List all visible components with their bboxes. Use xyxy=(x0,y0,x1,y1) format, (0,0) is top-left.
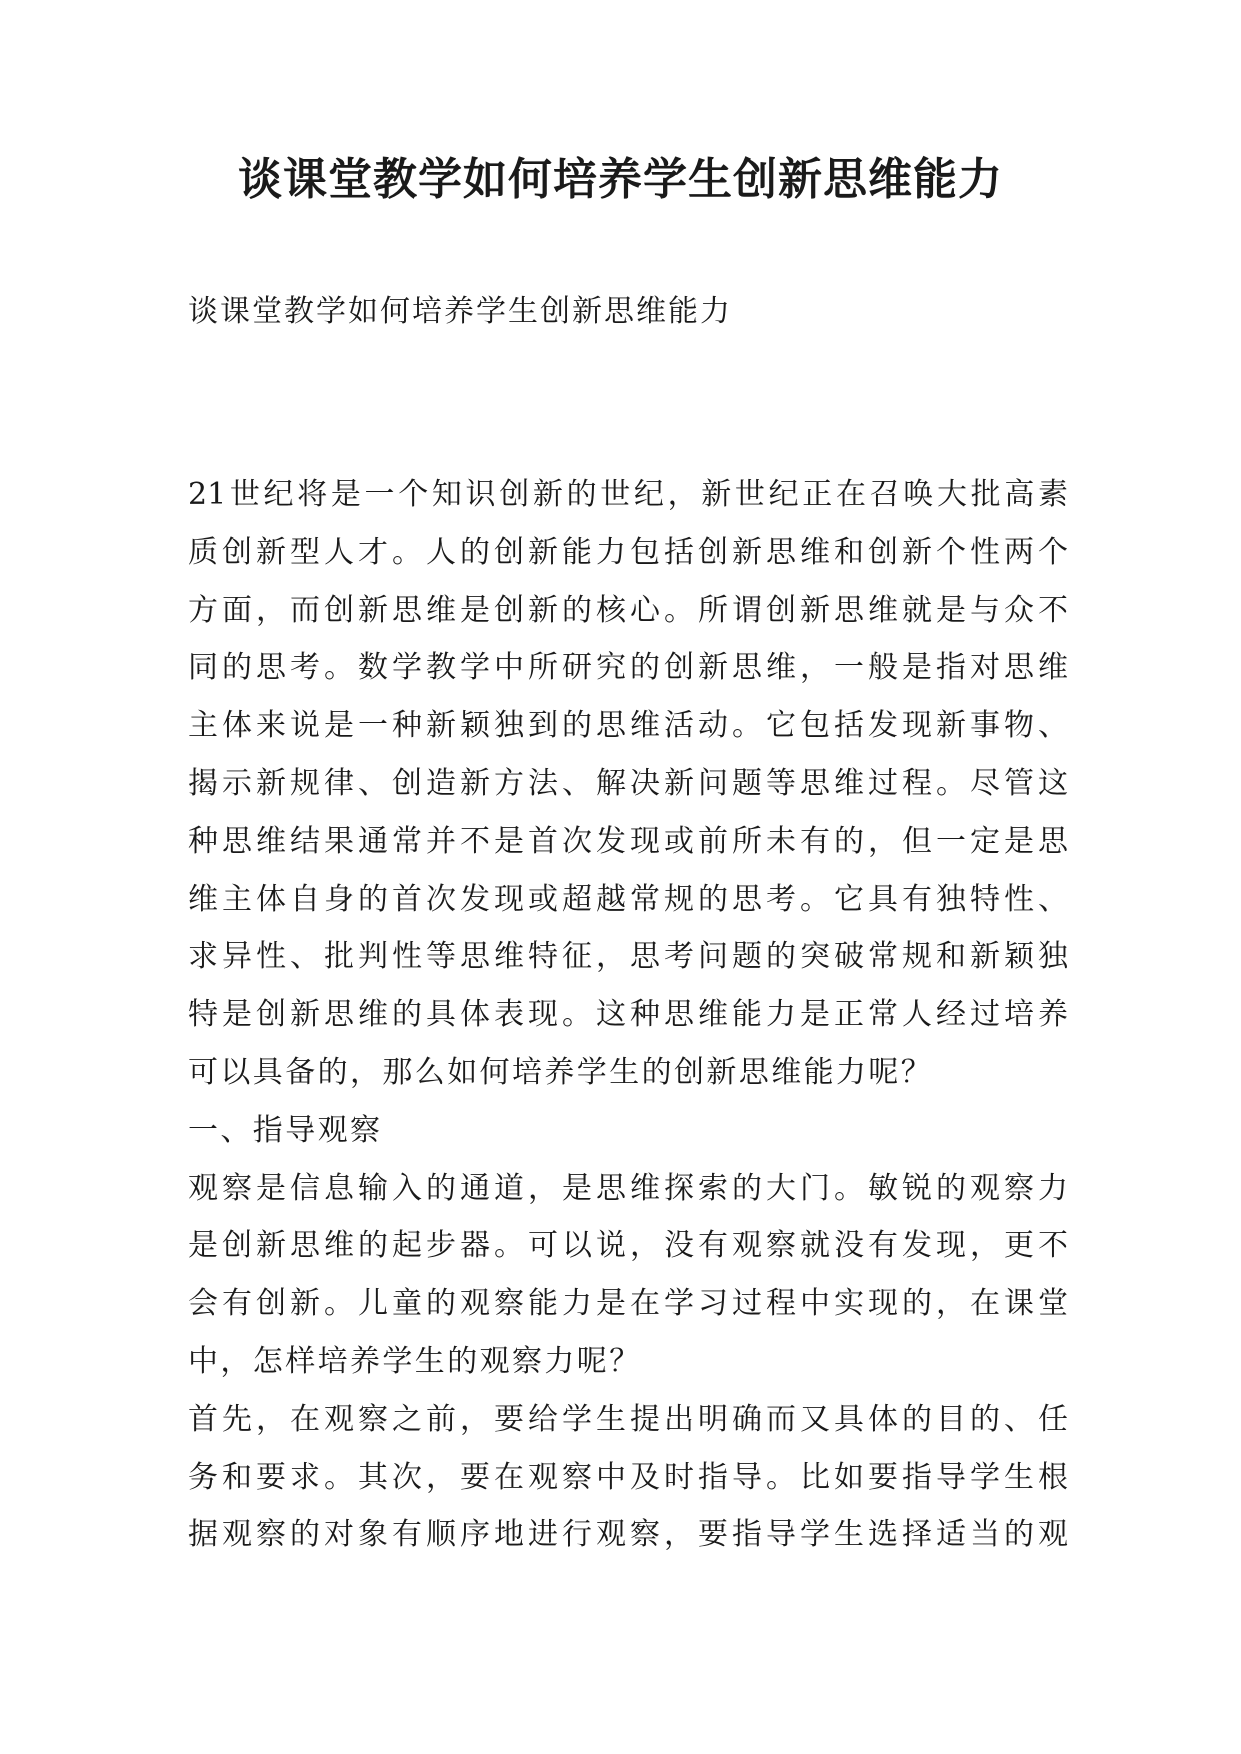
body-line: 中，怎样培养学生的观察力呢？ xyxy=(188,1343,642,1379)
body-line: 是创新思维的起步器。可以说，没有观察就没有发现，更不 xyxy=(188,1228,1068,1264)
body-line: 方面，而创新思维是创新的核心。所谓创新思维就是与众不 xyxy=(188,592,1068,628)
body-line: 可以具备的，那么如何培养学生的创新思维能力呢？ xyxy=(188,1054,934,1090)
body-line: 首先，在观察之前，要给学生提出明确而又具体的目的、任 xyxy=(188,1401,1068,1437)
document-body xyxy=(188,466,1068,1564)
body-line: 求异性、批判性等思维特征，思考问题的突破常规和新颖独 xyxy=(188,939,1068,975)
body-line: 维主体自身的首次发现或超越常规的思考。它具有独特性、 xyxy=(188,881,1068,917)
body-line: 主体来说是一种新颖独到的思维活动。它包括发现新事物、 xyxy=(188,708,1068,744)
body-line: 种思维结果通常并不是首次发现或前所未有的，但一定是思 xyxy=(188,823,1068,859)
body-line: 质创新型人才。人的创新能力包括创新思维和创新个性两个 xyxy=(188,534,1068,570)
section-heading: 一、指导观察 xyxy=(188,1112,383,1148)
body-line: 会有创新。儿童的观察能力是在学习过程中实现的，在课堂 xyxy=(188,1286,1068,1322)
body-line: 同的思考。数学教学中所研究的创新思维，一般是指对思维 xyxy=(188,650,1068,686)
body-line: 21世纪将是一个知识创新的世纪，新世纪正在召唤大批高素 xyxy=(188,477,1068,512)
body-line: 特是创新思维的具体表现。这种思维能力是正常人经过培养 xyxy=(188,997,1068,1033)
body-line: 务和要求。其次，要在观察中及时指导。比如要指导学生根 xyxy=(188,1459,1068,1495)
document-subtitle: 谈课堂教学如何培养学生创新思维能力 xyxy=(188,294,732,329)
body-line: 揭示新规律、创造新方法、解决新问题等思维过程。尽管这 xyxy=(188,765,1068,801)
body-line: 据观察的对象有顺序地进行观察，要指导学生选择适当的观 xyxy=(188,1517,1068,1553)
document-title: 谈课堂教学如何培养学生创新思维能力 xyxy=(238,154,1003,205)
body-line: 观察是信息输入的通道，是思维探索的大门。敏锐的观察力 xyxy=(188,1170,1068,1206)
